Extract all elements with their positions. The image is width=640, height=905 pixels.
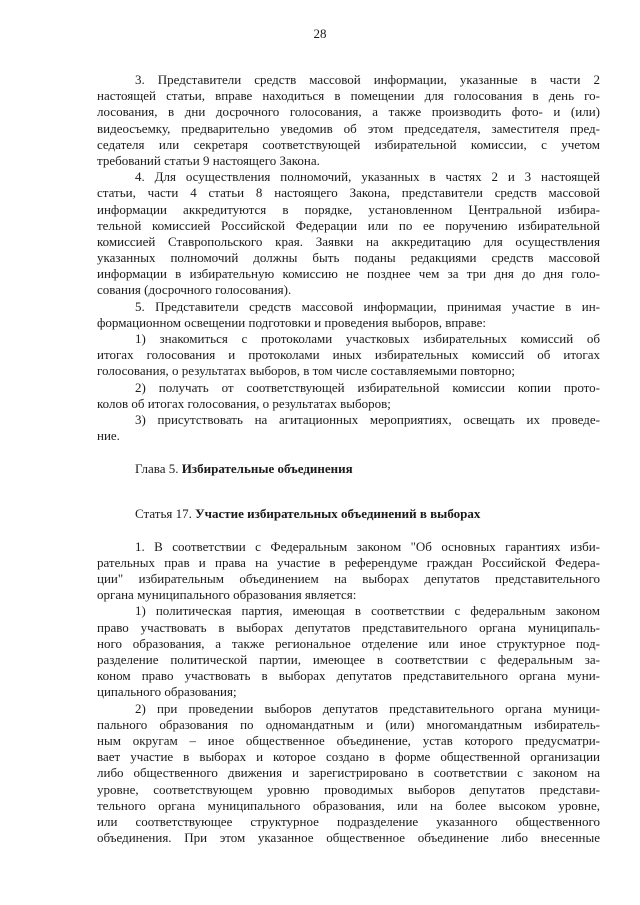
text-line: ципального образования; <box>97 684 237 700</box>
paragraph <box>97 412 600 444</box>
paragraph <box>97 539 600 604</box>
text-line: седателя или секретаря соответствующей избирательной комиссии, с учетом <box>97 136 600 152</box>
text-line: объединения. При этом указанное общественное объединение либо внесенные <box>97 830 600 846</box>
text-line: итогах голосования и протоколами иных избирательных комиссий об итогах <box>97 347 600 363</box>
text-line: голосования, о результатах выборов, в том числе составляемыми повторно; <box>97 363 516 379</box>
text-line: тельного органа муниципального образования, или на более высоком уровне, <box>97 797 600 813</box>
text-line: информации в избирательную комиссию не позднее чем за три дня до дня голо- <box>97 266 600 282</box>
heading-title: Участие избирательных объединений в выборах <box>195 505 481 521</box>
text-line: рательных прав и права на участие в референдуме граждан Российской Федера- <box>97 554 600 570</box>
text-line: 5. Представители средств массовой информации, принимая участие в ин- <box>135 298 600 314</box>
text-line: ние. <box>97 428 120 444</box>
document-body <box>97 72 600 846</box>
text-line: информации аккредитуются в порядке, установленном Центральной избира- <box>97 201 600 217</box>
text-line: 3. Представители средств массовой информации, указанные в части 2 <box>135 72 600 87</box>
text-line: 2) при проведении выборов депутатов представительного органа муници- <box>135 700 600 716</box>
text-line: 2) получать от соответствующей избирательной комиссии копии прото- <box>135 379 600 395</box>
page-number: 28 <box>313 26 327 41</box>
text-line: ного образования, а также региональное отделение или иное структурное под- <box>97 635 600 651</box>
text-line: 1. В соответствии с Федеральным законом "Об основных гарантиях изби- <box>135 538 600 554</box>
text-line: требований статьи 9 настоящего Закона. <box>97 152 320 168</box>
paragraph <box>97 299 600 331</box>
text-line: сования (досрочного голосования). <box>97 282 292 298</box>
text-line: коном право участвовать в выборах депутатов представительного органа муни- <box>97 668 600 684</box>
text-line: разделение политической партии, имеющее в соответствии с федеральным за- <box>97 652 600 667</box>
paragraph <box>97 380 600 412</box>
text-line: ным округам – иное общественное объединение, устав которого предусматри- <box>97 732 600 748</box>
text-line: 1) знакомиться с протоколами участковых избирательных комиссий об <box>135 331 600 346</box>
text-line: колов об итогах голосования, о результатах выборов; <box>97 395 391 411</box>
text-line: 4. Для осуществления полномочий, указанных в частях 2 и 3 настоящей <box>135 169 600 185</box>
text-line: комиссией Ставропольского края. Заявки на аккредитацию для осуществления <box>97 233 600 249</box>
text-line: право участвовать в выборах депутатов представительного органа муниципаль- <box>97 619 600 635</box>
text-line: или соответствующее структурное подразделение указанного общественного <box>97 813 600 829</box>
paragraph <box>97 603 600 700</box>
text-line: лосования, в дни досрочного голосования, а также производить фото- и (или) <box>97 104 600 120</box>
text-line: видеосъемку, предварительно уведомив об этом председателя, заместителя пред- <box>97 120 600 136</box>
text-line: формационном освещении подготовки и проведения выборов, вправе: <box>97 314 487 330</box>
text-line: вает участие в выборах и которое создано в форме общественной организации <box>97 749 600 765</box>
heading-title: Избирательные объединения <box>181 461 353 477</box>
text-line: органа муниципального образования является: <box>97 587 357 603</box>
paragraph <box>97 701 600 847</box>
text-line: 3) присутствовать на агитационных мероприятиях, освещать их проведе- <box>135 411 600 427</box>
heading-number: Статья 17. <box>135 505 196 521</box>
text-line: тельной комиссией Российской Федерации или по ее поручению избирательной <box>97 217 600 233</box>
text-line: уровне, соответствующем уровню проводимых выборов депутатов представи- <box>97 781 600 797</box>
text-line: настоящей статьи, вправе находиться в помещении для голосования в день го- <box>97 88 600 104</box>
text-line: указанных полномочий должны быть поданы редакциями средств массовой <box>97 250 600 266</box>
text-line: статьи, части 4 статьи 8 настоящего Закона, представители средств массовой <box>97 185 600 201</box>
text-line: пального образования по одномандатным и (или) многомандатным избиратель- <box>97 716 600 732</box>
paragraph <box>97 331 600 380</box>
paragraph <box>97 169 600 299</box>
heading-number: Глава 5. <box>135 461 182 477</box>
text-line: ции" избирательным объединением на выборах депутатов представительного <box>97 571 600 587</box>
section-heading <box>97 506 600 522</box>
text-line: либо общественного движения и зарегистрировано в соответствии с законом на <box>97 765 600 781</box>
paragraph <box>97 72 600 169</box>
text-line: 1) политическая партия, имеющая в соответствии с федеральным законом <box>135 603 600 619</box>
section-heading <box>97 461 600 477</box>
